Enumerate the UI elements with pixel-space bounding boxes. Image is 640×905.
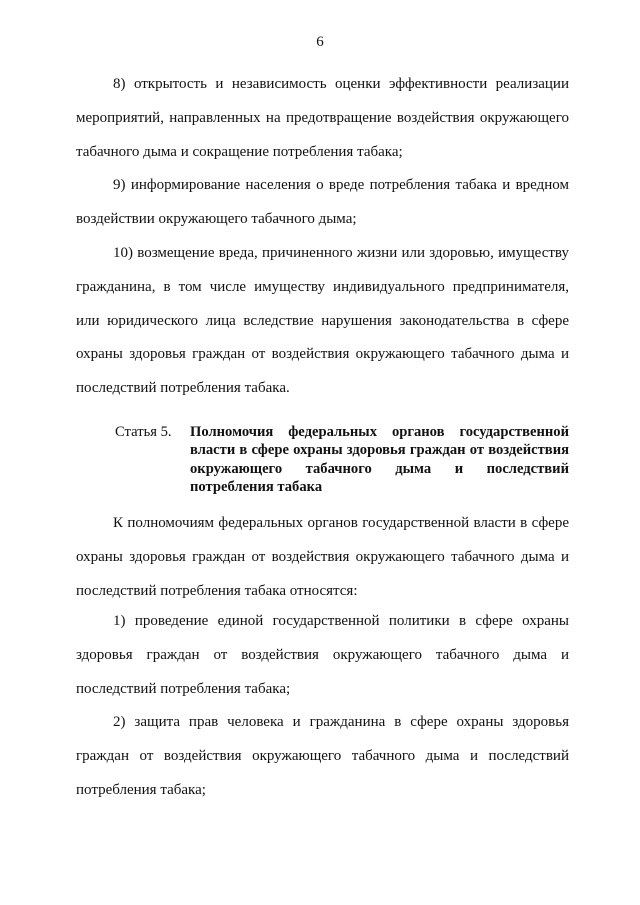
article-heading <box>115 423 569 497</box>
paragraph-text: К полномочиям федеральных органов государственной власти в сфере охраны здоровья граждан от воздействия окружающего табачного дыма и последствий потребления табака относятся: <box>76 515 569 599</box>
paragraph-text: 10) возмещение вреда, причиненного жизни или здоровью, имуществу гражданина, в том числе имуществу индивидуального предпринимателя, или юридического лица вследствие нарушения законодательства в сфере охраны здоровья граждан от воздействия окружающего табачного дыма и последствий потребления табака. <box>76 245 569 397</box>
article-title: Полномочия федеральных органов государственной власти в сфере охраны здоровья граждан от воздействия окружающего табачного дыма и последствий потребления табака <box>190 424 569 496</box>
paragraph-text: 8) открытость и независимость оценки эффективности реализации мероприятий, направленных на предотвращение воздействия окружающего табачного дыма и сокращение потребления табака; <box>76 76 569 160</box>
paragraph-item-9 <box>76 169 569 237</box>
paragraph-intro <box>76 507 569 608</box>
page-number: 6 <box>316 34 324 50</box>
paragraph-item-8 <box>76 68 569 169</box>
paragraph-item-2 <box>76 706 569 807</box>
paragraph-text: 9) информирование населения о вреде потребления табака и вредном воздействии окружающего табачного дыма; <box>76 177 569 227</box>
paragraph-text: 1) проведение единой государственной политики в сфере охраны здоровья граждан от воздействия окружающего табачного дыма и последствий потребления табака; <box>76 613 569 697</box>
article-label: Статья 5. <box>115 424 172 440</box>
paragraph-item-10 <box>76 237 569 406</box>
paragraph-item-1 <box>76 605 569 706</box>
paragraph-text: 2) защита прав человека и гражданина в сфере охраны здоровья граждан от воздействия окружающего табачного дыма и последствий потребления табака; <box>76 714 569 798</box>
